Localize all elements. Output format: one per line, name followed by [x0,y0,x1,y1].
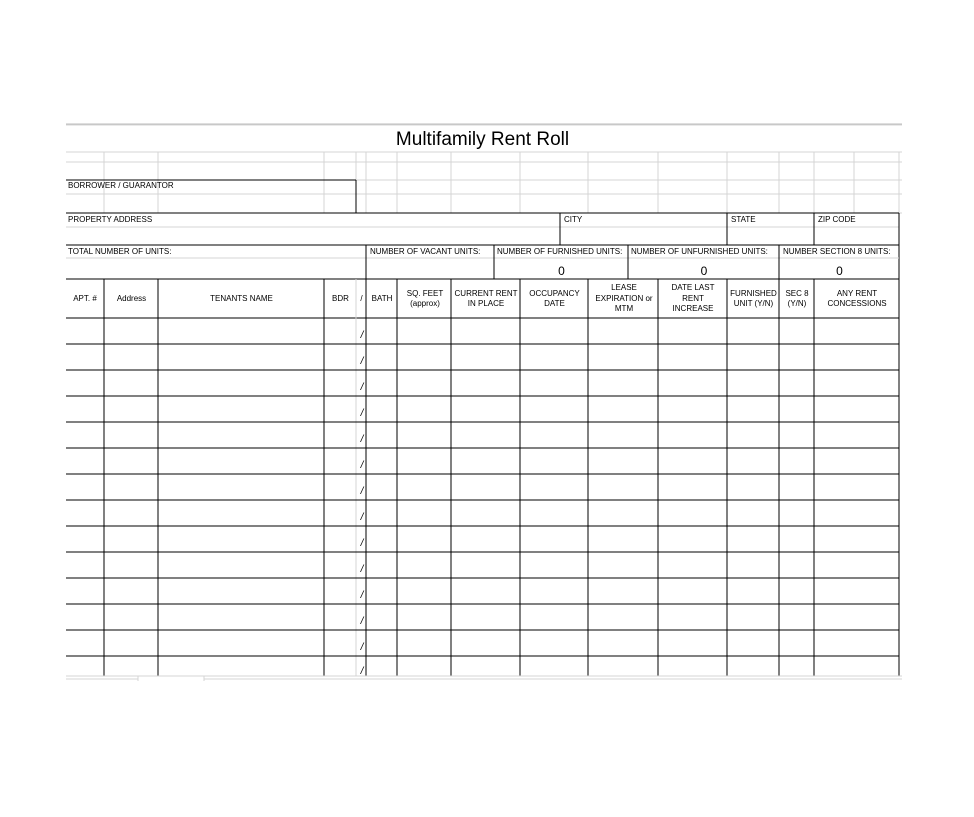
col-header-sec8: SEC 8 (Y/N) [785,288,809,308]
section8-units-label: NUMBER SECTION 8 UNITS: [783,247,891,256]
unfurnished-units-label: NUMBER OF UNFURNISHED UNITS: [631,247,768,256]
row-slash: / [360,616,364,627]
row-slash: / [360,642,364,653]
city-field[interactable] [561,213,727,245]
vacant-units-label: NUMBER OF VACANT UNITS: [370,247,481,256]
col-header-furnished: FURNISHED UNIT (Y/N) [730,288,777,308]
zip-label: ZIP CODE [818,215,856,224]
total-units-label: TOTAL NUMBER OF UNITS: [68,247,172,256]
col-header-apt: APT. # [73,293,97,303]
furnished-units-label: NUMBER OF FURNISHED UNITS: [497,247,623,256]
row-slash: / [360,356,364,367]
row-slash: / [360,434,364,445]
unfurnished-units-value: 0 [700,264,708,278]
col-header-tenant: TENANTS NAME [210,293,273,303]
row-slash: / [360,666,364,677]
state-label: STATE [731,215,756,224]
col-header-last-increase: DATE LAST RENT INCREASE [671,283,715,314]
row-slash: / [360,460,364,471]
col-header-rent: CURRENT RENT IN PLACE [454,288,518,308]
row-slash: / [360,486,364,497]
col-header-bath: BATH [371,293,393,303]
borrower-label: BORROWER / GUARANTOR [68,181,174,190]
row-slash: / [360,330,364,341]
col-header-slash: / [360,293,363,303]
city-label: CITY [564,215,583,224]
col-header-address: Address [116,293,147,303]
col-header-lease: LEASE EXPIRATION or MTM [595,283,653,314]
col-header-bdr: BDR [332,293,349,303]
page-title: Multifamily Rent Roll [395,129,570,150]
col-header-concessions: ANY RENT CONCESSIONS [827,288,887,308]
row-slash: / [360,512,364,523]
row-slash: / [360,538,364,549]
section8-units-value: 0 [836,264,843,278]
col-header-occupancy: OCCUPANCY DATE [529,288,580,308]
furnished-units-value: 0 [558,264,565,278]
row-slash: / [360,382,364,393]
row-slash: / [360,408,364,419]
row-slash: / [360,564,364,575]
col-header-sqft: SQ. FEET (approx) [406,288,444,308]
property-address-label: PROPERTY ADDRESS [68,215,153,224]
row-slash: / [360,590,364,601]
